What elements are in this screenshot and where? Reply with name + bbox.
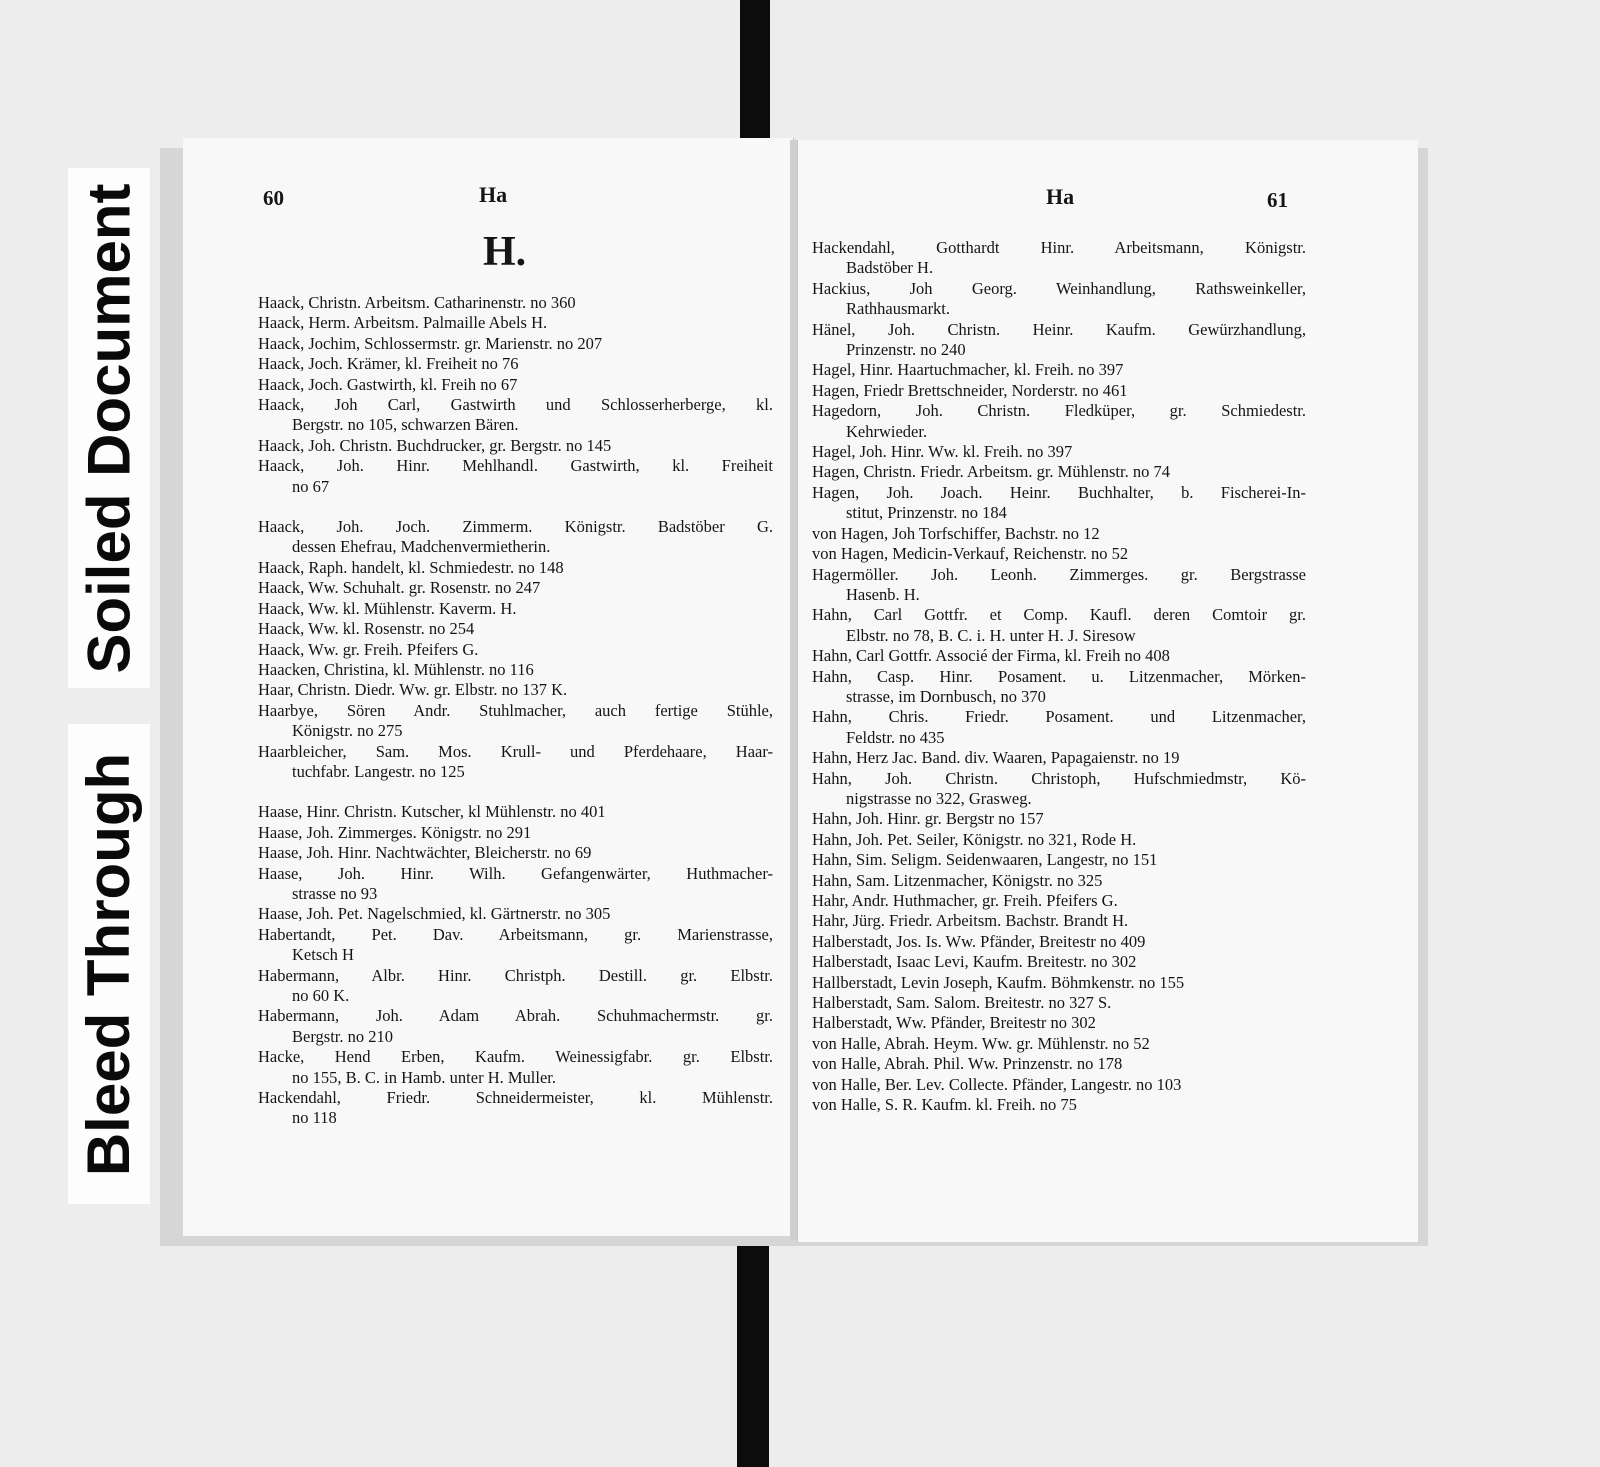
directory-entry	[258, 578, 773, 598]
entry-text: von Hagen, Medicin-Verkauf, Reichenstr. no 52	[812, 544, 1129, 564]
directory-entry	[812, 1075, 1306, 1095]
left-page	[183, 138, 794, 1236]
directory-entry	[258, 680, 773, 700]
directory-entry	[812, 605, 1306, 646]
entry-text: Hagel, Hinr. Haartuchmacher, kl. Freih. no 397	[812, 360, 1124, 380]
entry-continuation: Badstöber H.	[846, 258, 934, 278]
soiled-document-stamp	[68, 168, 150, 688]
directory-entry	[258, 660, 773, 680]
entry-text: Haase, Joh. Pet. Nagelschmied, kl. Gärtnerstr. no 305	[258, 904, 611, 924]
entry-continuation: Feldstr. no 435	[846, 727, 945, 747]
directory-entry	[812, 667, 1306, 708]
directory-entry	[812, 360, 1306, 380]
entry-text: Hallberstadt, Levin Joseph, Kaufm. Böhmkenstr. no 155	[812, 972, 1185, 992]
entry-text: Hackendahl, Friedr. Schneidermeister, kl. Mühlenstr.	[258, 1088, 773, 1108]
entry-text: Haack, Ww. kl. Mühlenstr. Kaverm. H.	[258, 598, 517, 618]
directory-entry	[258, 1006, 773, 1047]
directory-entry	[258, 619, 773, 639]
directory-entry	[258, 436, 773, 456]
book-spine-bottom	[737, 1235, 769, 1467]
entry-text: Habermann, Albr. Hinr. Christph. Destill. gr. Elbstr.	[258, 965, 773, 985]
entry-continuation: Bergstr. no 105, schwarzen Bären.	[292, 415, 519, 435]
entry-text: Halberstadt, Ww. Pfänder, Breitestr no 302	[812, 1013, 1096, 1033]
directory-entry	[258, 1088, 773, 1129]
entry-text: von Halle, Ber. Lev. Collecte. Pfänder, Langestr. no 103	[812, 1074, 1182, 1094]
entry-text: Hagedorn, Joh. Christn. Fledküper, gr. Schmiedestr.	[812, 401, 1306, 421]
entry-continuation: Prinzenstr. no 240	[846, 340, 966, 360]
entry-spacer	[258, 782, 773, 802]
entry-text: Haack, Raph. handelt, kl. Schmiedestr. no 148	[258, 557, 564, 577]
directory-entry	[258, 354, 773, 374]
running-head-right: Ha	[1046, 184, 1075, 209]
entry-text: Haack, Joh. Hinr. Mehlhandl. Gastwirth, kl. Freiheit	[258, 456, 773, 476]
directory-entries-left	[258, 293, 773, 1129]
entry-text: Haar, Christn. Diedr. Ww. gr. Elbstr. no 137 K.	[258, 680, 568, 700]
entry-text: Haase, Joh. Zimmerges. Königstr. no 291	[258, 822, 532, 842]
bleed-through-stamp	[68, 724, 150, 1204]
directory-entry	[258, 802, 773, 822]
entry-continuation: no 67	[292, 476, 330, 496]
entry-text: Haack, Joch. Gastwirth, kl. Freih no 67	[258, 374, 518, 394]
directory-entry	[812, 911, 1306, 931]
directory-entry	[812, 279, 1306, 320]
directory-entry	[258, 742, 773, 783]
entry-text: Habertandt, Pet. Dav. Arbeitsmann, gr. Marienstrasse,	[258, 924, 773, 944]
directory-entry	[812, 1013, 1306, 1033]
entry-text: Haack, Christn. Arbeitsm. Catharinenstr. no 360	[258, 293, 576, 312]
stamp-text-bleed: Bleed Through	[75, 752, 143, 1176]
entry-text: Haarbleicher, Sam. Mos. Krull- und Pferdehaare, Haar-	[258, 741, 773, 761]
directory-entry	[258, 1047, 773, 1088]
entry-text: Hahn, Joh. Pet. Seiler, Königstr. no 321, Rode H.	[812, 829, 1137, 849]
entry-text: Hagen, Joh. Joach. Heinr. Buchhalter, b. Fischerei-In-	[812, 482, 1306, 502]
entry-continuation: no 155, B. C. in Hamb. unter H. Muller.	[292, 1067, 556, 1087]
entry-text: Hagel, Joh. Hinr. Ww. kl. Freih. no 397	[812, 442, 1073, 462]
entry-continuation: Ketsch H	[292, 945, 354, 965]
entry-continuation: dessen Ehefrau, Madchenvermietherin.	[292, 537, 551, 557]
directory-entry	[812, 973, 1306, 993]
entry-text: Haack, Joh Carl, Gastwirth und Schlosserherberge, kl.	[258, 395, 773, 415]
entry-text: Hahn, Carl Gottfr. Associé der Firma, kl. Freih no 408	[812, 646, 1170, 666]
directory-entry	[812, 1034, 1306, 1054]
entry-text: von Hagen, Joh Torfschiffer, Bachstr. no 12	[812, 523, 1100, 543]
entry-continuation: no 118	[292, 1108, 337, 1128]
entry-text: Hagen, Friedr Brettschneider, Norderstr. no 461	[812, 380, 1128, 400]
directory-entry	[258, 701, 773, 742]
entry-continuation: Bergstr. no 210	[292, 1026, 393, 1046]
directory-entry	[812, 483, 1306, 524]
directory-entry	[812, 850, 1306, 870]
page-number-left: 60	[263, 186, 284, 210]
entry-continuation: Königstr. no 275	[292, 721, 403, 741]
entry-text: Hahn, Joh. Hinr. gr. Bergstr no 157	[812, 809, 1044, 829]
directory-entry	[258, 925, 773, 966]
directory-entry	[258, 966, 773, 1007]
entry-text: von Halle, Abrah. Phil. Ww. Prinzenstr. no 178	[812, 1054, 1123, 1074]
running-head-left: Ha	[479, 182, 508, 207]
directory-entry	[258, 864, 773, 905]
directory-entries-right	[812, 238, 1306, 1115]
entry-text: Hahn, Sim. Seligm. Seidenwaaren, Langestr, no 151	[812, 850, 1158, 870]
entry-continuation: Rathhausmarkt.	[846, 299, 951, 319]
directory-entry	[812, 544, 1306, 564]
entry-text: Halberstadt, Jos. Is. Ww. Pfänder, Breitestr no 409	[812, 931, 1146, 951]
entry-continuation: tuchfabr. Langestr. no 125	[292, 761, 465, 781]
entry-text: Habermann, Joh. Adam Abrah. Schuhmachermstr. gr.	[258, 1006, 773, 1026]
directory-entry	[812, 932, 1306, 952]
entry-continuation: stitut, Prinzenstr. no 184	[846, 503, 1007, 523]
entry-continuation: Elbstr. no 78, B. C. i. H. unter H. J. Siresow	[846, 625, 1136, 645]
directory-entry	[812, 401, 1306, 442]
entry-text: Haack, Joch. Krämer, kl. Freiheit no 76	[258, 354, 519, 374]
entry-text: Hackius, Joh Georg. Weinhandlung, Rathsweinkeller,	[812, 278, 1306, 298]
entry-text: Haack, Jochim, Schlossermstr. gr. Marienstr. no 207	[258, 333, 603, 353]
entry-text: Hagen, Christn. Friedr. Arbeitsm. gr. Mühlenstr. no 74	[812, 462, 1170, 482]
directory-entry	[812, 1054, 1306, 1074]
directory-entry	[258, 517, 773, 558]
entry-continuation: Kehrwieder.	[846, 421, 928, 441]
entry-text: Haack, Herm. Arbeitsm. Palmaille Abels H.	[258, 313, 548, 333]
entry-text: Hacke, Hend Erben, Kaufm. Weinessigfabr. gr. Elbstr.	[258, 1047, 773, 1067]
directory-entry	[812, 871, 1306, 891]
directory-entry	[812, 646, 1306, 666]
directory-entry	[812, 381, 1306, 401]
entry-text: Hackendahl, Gotthardt Hinr. Arbeitsmann, Königstr.	[812, 238, 1306, 257]
directory-entry	[258, 456, 773, 497]
entry-text: Hahn, Carl Gottfr. et Comp. Kaufl. deren Comtoir gr.	[812, 605, 1306, 625]
entry-text: Haack, Joh. Christn. Buchdrucker, gr. Bergstr. no 145	[258, 435, 612, 455]
directory-entry	[258, 640, 773, 660]
entry-text: Hahn, Casp. Hinr. Posament. u. Litzenmacher, Mörken-	[812, 666, 1306, 686]
entry-continuation: no 60 K.	[292, 986, 350, 1005]
directory-entry	[258, 599, 773, 619]
entry-continuation: nigstrasse no 322, Grasweg.	[846, 788, 1032, 808]
entry-text: Haack, Ww. gr. Freih. Pfeifers G.	[258, 639, 479, 659]
entry-text: Hahn, Joh. Christn. Christoph, Hufschmiedmstr, Kö-	[812, 768, 1306, 788]
directory-entry	[812, 993, 1306, 1013]
directory-entry	[812, 238, 1306, 279]
directory-entry	[812, 952, 1306, 972]
directory-entry	[258, 313, 773, 333]
entry-continuation: strasse, im Dornbusch, no 370	[846, 686, 1046, 706]
directory-entry	[258, 395, 773, 436]
entry-text: Haack, Ww. kl. Rosenstr. no 254	[258, 619, 475, 639]
entry-continuation: strasse no 93	[292, 883, 378, 903]
directory-entry	[258, 334, 773, 354]
entry-text: Hahr, Jürg. Friedr. Arbeitsm. Bachstr. Brandt H.	[812, 911, 1129, 931]
entry-text: Haase, Hinr. Christn. Kutscher, kl Mühlenstr. no 401	[258, 802, 606, 822]
directory-entry	[812, 809, 1306, 829]
directory-entry	[812, 830, 1306, 850]
entry-text: Hahn, Sam. Litzenmacher, Königstr. no 325	[812, 870, 1103, 890]
entry-text: Hänel, Joh. Christn. Heinr. Kaufm. Gewürzhandlung,	[812, 319, 1306, 339]
directory-entry	[812, 769, 1306, 810]
directory-entry	[812, 707, 1306, 748]
entry-text: Hahn, Chris. Friedr. Posament. und Litzenmacher,	[812, 707, 1306, 727]
entry-text: Hahn, Herz Jac. Band. div. Waaren, Papagaienstr. no 19	[812, 748, 1180, 768]
entry-text: Hagermöller. Joh. Leonh. Zimmerges. gr. Bergstrasse	[812, 564, 1306, 584]
directory-entry	[812, 891, 1306, 911]
entry-text: Haarbye, Sören Andr. Stuhlmacher, auch fertige Stühle,	[258, 700, 773, 720]
directory-entry	[258, 843, 773, 863]
entry-text: Halberstadt, Isaac Levi, Kaufm. Breitestr. no 302	[812, 952, 1137, 972]
directory-entry	[812, 748, 1306, 768]
directory-entry	[812, 442, 1306, 462]
directory-entry	[258, 904, 773, 924]
page-number-right: 61	[1267, 188, 1288, 212]
entry-text: Hahr, Andr. Huthmacher, gr. Freih. Pfeifers G.	[812, 891, 1118, 910]
directory-entry	[258, 375, 773, 395]
directory-entry	[812, 524, 1306, 544]
directory-entry	[812, 320, 1306, 361]
entry-spacer	[258, 497, 773, 517]
directory-entry	[258, 293, 773, 313]
entry-text: von Halle, Abrah. Heym. Ww. gr. Mühlenstr. no 52	[812, 1033, 1150, 1053]
entry-text: Haacken, Christina, kl. Mühlenstr. no 116	[258, 659, 534, 679]
directory-entry	[258, 823, 773, 843]
section-letter: H.	[483, 229, 527, 275]
right-page	[797, 140, 1418, 1242]
entry-text: Haack, Ww. Schuhalt. gr. Rosenstr. no 247	[258, 578, 541, 598]
entry-text: von Halle, S. R. Kaufm. kl. Freih. no 75	[812, 1095, 1077, 1115]
directory-entry	[812, 462, 1306, 482]
entry-text: Haase, Joh. Hinr. Nachtwächter, Bleicherstr. no 69	[258, 843, 592, 863]
entry-text: Halberstadt, Sam. Salom. Breitestr. no 327 S.	[812, 993, 1112, 1013]
stamp-text-soiled: Soiled Document	[75, 182, 143, 674]
entry-text: Haack, Joh. Joch. Zimmerm. Königstr. Badstöber G.	[258, 517, 773, 537]
entry-continuation: Hasenb. H.	[846, 584, 920, 604]
directory-entry	[812, 565, 1306, 606]
directory-entry	[812, 1095, 1306, 1115]
directory-entry	[258, 558, 773, 578]
entry-text: Haase, Joh. Hinr. Wilh. Gefangenwärter, Huthmacher-	[258, 863, 773, 883]
